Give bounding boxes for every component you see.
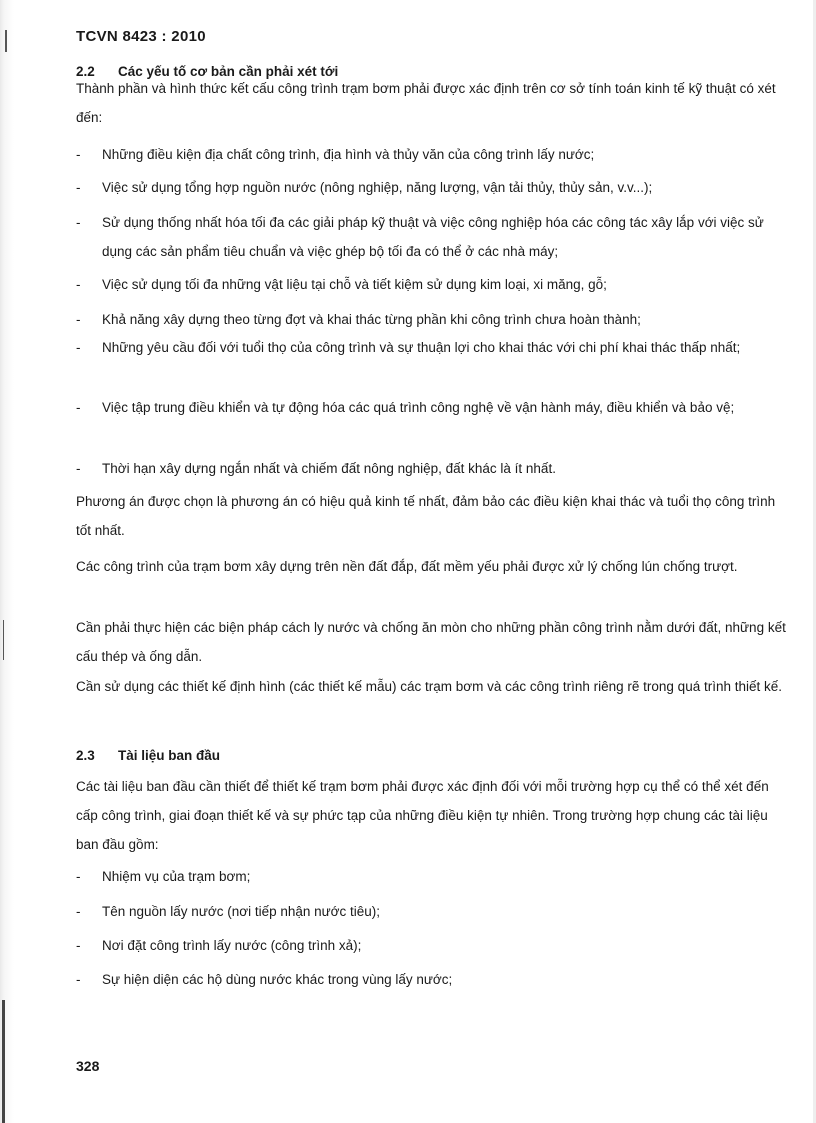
list-item-text: Sử dụng thống nhất hóa tối đa các giải pháp kỹ thuật và việc công nghiệp hóa các công tác xây lắp với việc sử dụng các sản phẩm tiêu chuẩn và việc ghép bộ tối đa có thể ở các nhà máy; [102,215,764,259]
list-item-text: Việc sử dụng tổng hợp nguồn nước (nông nghiệp, năng lượng, vận tải thủy, thủy sản, v.v...); [102,180,653,195]
bullet-dash: - [76,400,81,415]
list-item [76,173,792,202]
list-item-text: Những yêu cầu đối với tuổi thọ của công trình và sự thuận lợi cho khai thác với chi phí khai thác thấp nhất; [102,340,741,355]
paragraph: Các công trình của trạm bơm xây dựng trên nền đất đắp, đất mềm yếu phải được xử lý chống lún chống trượt. [76,559,738,574]
scan-mark [5,30,7,52]
paragraph: Cần phải thực hiện các biện pháp cách ly nước và chống ăn mòn cho những phần công trình nằm dưới đất, những kết cấu thép và ống dẫn. [76,620,786,664]
page-number: 328 [76,1058,100,1074]
bullet-dash: - [76,869,81,884]
list-item [76,862,792,891]
list-item [76,140,792,169]
list-item-text: Nơi đặt công trình lấy nước (công trình xả); [102,938,362,953]
list-item [76,931,792,960]
paragraph: Phương án được chọn là phương án có hiệu quả kinh tế nhất, đảm bảo các điều kiện khai thác và tuổi thọ công trình tốt nhất. [76,494,776,538]
bullet-dash: - [76,277,81,292]
standard-code-header: TCVN 8423 : 2010 [76,28,206,45]
paragraph: Cần sử dụng các thiết kế định hình (các thiết kế mẫu) các trạm bơm và các công trình riêng rẽ trong quá trình thiết kế. [76,679,782,694]
list-item-text: Thời hạn xây dựng ngắn nhất và chiếm đất nông nghiệp, đất khác là ít nhất. [102,461,556,476]
scan-left-edge [0,0,14,1123]
section-2-2-intro: Thành phần và hình thức kết cấu công trình trạm bơm phải được xác định trên cơ sở tính toán kinh tế kỹ thuật có xét đến: [76,81,776,125]
list-item-text: Việc tập trung điều khiển và tự động hóa các quá trình công nghệ về vận hành máy, điều khiển và bảo vệ; [102,400,735,415]
scan-mark [3,620,4,660]
bullet-dash: - [76,461,81,476]
list-item [76,454,792,483]
list-item [76,208,792,266]
list-item [76,270,792,299]
list-item [76,305,792,334]
list-item [76,965,792,994]
bullet-dash: - [76,904,81,919]
bullet-dash: - [76,180,81,195]
list-item-text: Khả năng xây dựng theo từng đợt và khai thác từng phần khi công trình chưa hoàn thành; [102,312,641,327]
section-number: 2.2 [76,64,95,79]
section-title: Các yếu tố cơ bản cần phải xét tới [118,64,339,79]
bullet-dash: - [76,340,81,355]
list-item [76,897,792,926]
bullet-dash: - [76,972,81,987]
list-item-text: Tên nguồn lấy nước (nơi tiếp nhận nước tiêu); [102,904,381,919]
list-item [76,333,792,362]
bullet-dash: - [76,147,81,162]
list-item-text: Nhiệm vụ của trạm bơm; [102,869,251,884]
list-item-text: Sự hiện diện các hộ dùng nước khác trong vùng lấy nước; [102,972,453,987]
section-2-3-intro: Các tài liệu ban đầu cần thiết để thiết kế trạm bơm phải được xác định đối với mỗi trường hợp cụ thể có thể xét đến cấp công trình, giai đoạn thiết kế và sự phức tạp của những điều kiện tự nhiên. Trong trường hợp chung các tài liệu ban đầu gồm: [76,779,769,852]
list-item-text: Việc sử dụng tối đa những vật liệu tại chỗ và tiết kiệm sử dụng kim loại, xi măng, gỗ; [102,277,607,292]
bullet-dash: - [76,215,81,230]
bullet-dash: - [76,938,81,953]
list-item [76,393,792,422]
section-title: Tài liệu ban đầu [118,748,221,763]
section-number: 2.3 [76,748,95,763]
scan-mark [2,1000,5,1123]
bullet-dash: - [76,312,81,327]
list-item-text: Những điều kiện địa chất công trình, địa hình và thủy văn của công trình lấy nước; [102,147,595,162]
section-2-3-heading [76,748,220,763]
